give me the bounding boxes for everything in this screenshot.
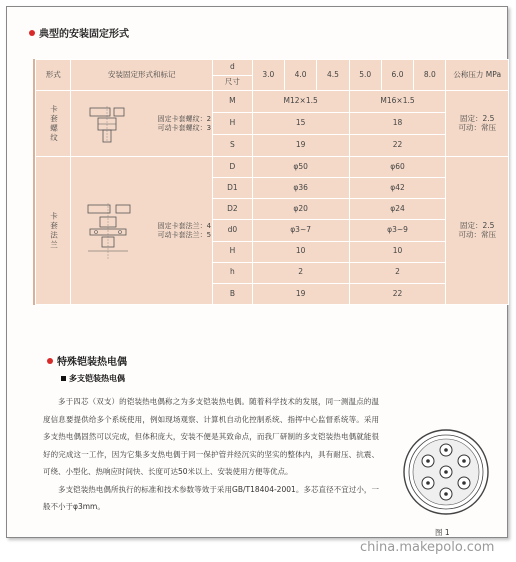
value-small: 19 — [252, 135, 349, 157]
form-label: 卡套法兰 — [49, 211, 59, 250]
header-dimension: 尺寸 — [213, 75, 253, 91]
header-d-value: 6.0 — [381, 60, 413, 91]
header-d-value: 5.0 — [349, 60, 381, 91]
dim-label: H — [213, 113, 253, 135]
mark-fixed: 固定卡套螺纹：2 — [157, 115, 212, 124]
value-small: M12×1.5 — [252, 91, 349, 113]
value-large: 22 — [349, 283, 446, 304]
section-heading-installation — [29, 25, 129, 40]
red-bullet-icon — [47, 358, 53, 364]
spec-table — [35, 59, 509, 305]
section-heading-special — [47, 353, 127, 368]
pressure-movable: 可动：常压 — [458, 122, 496, 132]
dim-label: D2 — [213, 199, 253, 220]
site-watermark: china.makepolo.com — [360, 540, 495, 555]
dim-label: S — [213, 135, 253, 157]
form-cell-flange — [36, 157, 71, 305]
header-d-value: 3.0 — [252, 60, 284, 91]
header-d: d — [213, 60, 253, 76]
dim-label: B — [213, 283, 253, 304]
value-large: φ24 — [349, 199, 446, 220]
document-page — [6, 6, 508, 538]
red-bullet-icon — [29, 30, 35, 36]
header-d-value: 4.5 — [317, 60, 349, 91]
subsection-heading — [61, 373, 125, 384]
form-label: 卡套螺纹 — [49, 104, 59, 143]
pressure-movable: 可动：常压 — [458, 229, 496, 239]
pressure-fixed: 固定：2.5 — [460, 220, 495, 230]
pressure-fixed: 固定：2.5 — [460, 113, 495, 123]
spec-table-container — [33, 59, 509, 305]
value-large: φ42 — [349, 178, 446, 199]
value-small: 10 — [252, 241, 349, 262]
cable-cross-section-figure — [401, 427, 491, 517]
value-large: 2 — [349, 262, 446, 283]
value-small: 19 — [252, 283, 349, 304]
mark-movable: 可动卡套法兰：5 — [157, 230, 212, 239]
value-large: φ60 — [349, 157, 446, 178]
mark-fixed: 固定卡套法兰：4 — [157, 222, 212, 231]
value-large: 18 — [349, 113, 446, 135]
value-large: 22 — [349, 135, 446, 157]
header-d-value: 4.0 — [284, 60, 316, 91]
dim-label: H — [213, 241, 253, 262]
pressure-cell-flange — [446, 157, 509, 305]
value-small: φ50 — [252, 157, 349, 178]
section-title: 特殊铠装热电偶 — [57, 357, 127, 368]
dim-label: D1 — [213, 178, 253, 199]
threaded-fitting-drawing — [84, 104, 146, 144]
flange-fitting-drawing — [84, 201, 146, 261]
section-title: 典型的安装固定形式 — [39, 29, 129, 40]
value-large: 10 — [349, 241, 446, 262]
header-pressure: 公称压力 MPa — [446, 60, 509, 91]
value-small: φ36 — [252, 178, 349, 199]
value-small: 2 — [252, 262, 349, 283]
header-install: 安装固定形式和标记 — [71, 60, 213, 91]
pressure-cell-threaded — [446, 91, 509, 157]
value-small: φ3~7 — [252, 220, 349, 241]
subsection-title: 多支铠装热电偶 — [69, 374, 125, 383]
square-bullet-icon — [61, 376, 66, 381]
form-cell-threaded — [36, 91, 71, 157]
paragraph: 多支铠装热电偶所执行的标准和技术参数等效于采用GB/T18404-2001。多芯直径不宜过小，一般不小于φ3mm。 — [43, 484, 379, 511]
paragraph: 多于四芯（双支）的铠装热电偶称之为多支铠装热电偶。随着科学技术的发展，同一测温点的温度信息要提供给多个系统使用，例如现场观察、计算机自动化控制系统、指挥中心监督系统等。采用多支热电偶固然可以完成，但体积庞大，安装不便是其致命点，而我厂研制的多支铠装热电偶就能很好的完成这一工作，因为它集多支热电偶于同一保护管并经沉实的坚实的整体内，具有耐压、抗震、可绕、小型化、热响应时间快、长度可达50米以上、安装使用方便等优点。 — [43, 397, 379, 476]
header-d-value: 8.0 — [414, 60, 446, 91]
figure-caption: 图 1 — [435, 528, 450, 537]
value-small: 15 — [252, 113, 349, 135]
dim-label: d0 — [213, 220, 253, 241]
dim-label: h — [213, 262, 253, 283]
value-large: M16×1.5 — [349, 91, 446, 113]
install-cell-threaded — [71, 91, 213, 157]
dim-label: D — [213, 157, 253, 178]
mark-movable: 可动卡套螺纹：3 — [157, 123, 212, 132]
dim-label: M — [213, 91, 253, 113]
value-large: φ3~9 — [349, 220, 446, 241]
body-text — [43, 393, 379, 516]
value-small: φ20 — [252, 199, 349, 220]
install-cell-flange — [71, 157, 213, 305]
header-form: 形式 — [36, 60, 71, 91]
